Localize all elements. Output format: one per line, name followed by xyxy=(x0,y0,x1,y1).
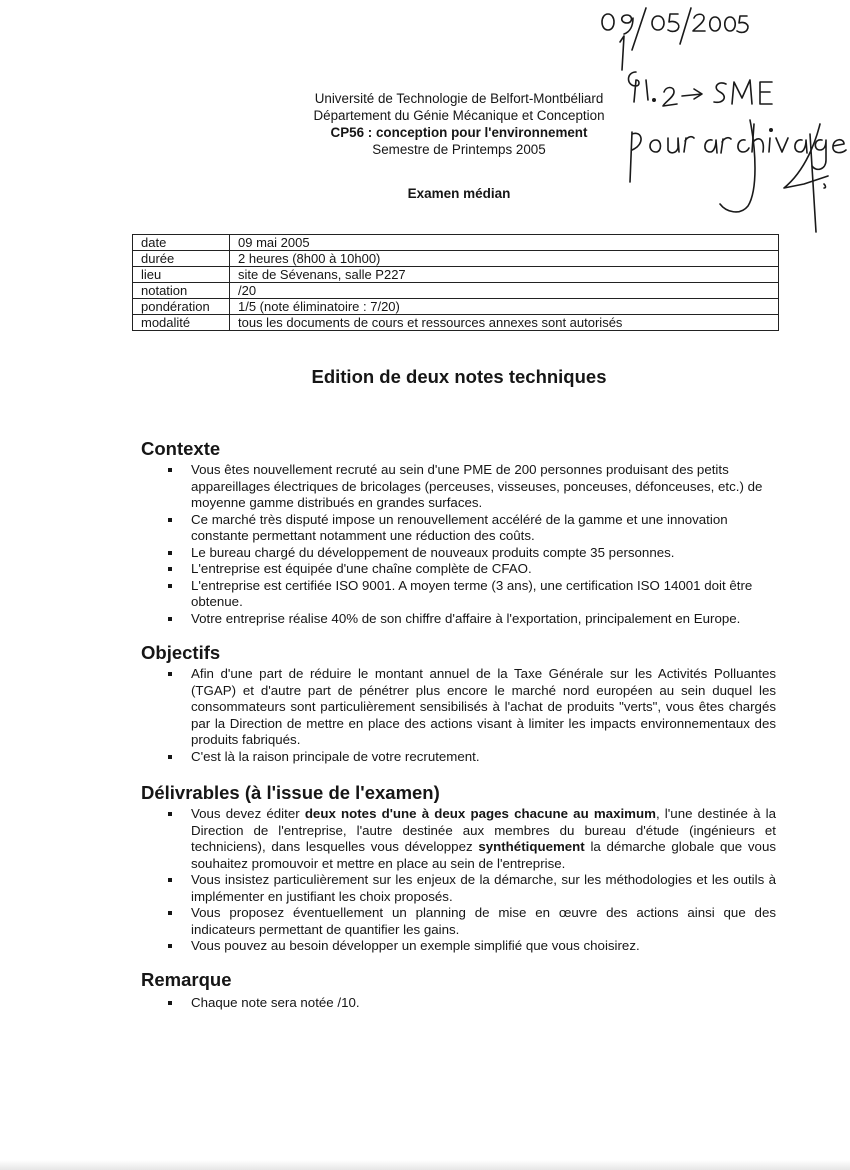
remarque-list xyxy=(160,995,776,1012)
table-row xyxy=(133,299,779,315)
bold-text: deux notes d'une à deux pages chacune au maximum xyxy=(304,806,656,821)
list-item: L'entreprise est équipée d'une chaîne complète de CFAO. xyxy=(160,561,776,578)
table-value: tous les documents de cours et ressources annexes sont autorisés xyxy=(230,315,779,331)
exam-title: Examen médian xyxy=(407,186,511,201)
table-key: notation xyxy=(133,283,230,299)
text-span: , l'une destinée à la Direction de l'entreprise, l'autre destinée aux membres du bureau d'étude (ingénieurs et techniciens), dans lesquelles vous développez xyxy=(191,806,776,854)
list-item: L'entreprise est certifiée ISO 9001. A moyen terme (3 ans), une certification ISO 14001 doit être obtenue. xyxy=(160,578,776,611)
list-item: C'est là la raison principale de votre recrutement. xyxy=(160,749,776,766)
list-item: Ce marché très disputé impose un renouvellement accéléré de la gamme et une innovation constante permettant notamment une réduction des coûts. xyxy=(160,512,776,545)
university-header xyxy=(300,90,618,158)
bold-text: synthétiquement xyxy=(478,839,585,854)
table-value: site de Sévenans, salle P227 xyxy=(230,267,779,283)
handwriting-drawing xyxy=(580,0,850,240)
table-value: 09 mai 2005 xyxy=(230,235,779,251)
semester: Semestre de Printemps 2005 xyxy=(372,142,546,157)
exam-info-table xyxy=(132,234,779,331)
section-title-delivrables: Délivrables (à l'issue de l'examen) xyxy=(141,782,440,803)
table-row xyxy=(133,251,779,267)
objectifs-list xyxy=(160,666,776,765)
scan-edge xyxy=(0,1160,850,1170)
handwritten-annotation xyxy=(580,0,850,240)
list-item: Afin d'une part de réduire le montant annuel de la Taxe Générale sur les Activités Polluantes (TGAP) et d'autre part de pénétrer plus encore le marché nord européen au sein duquel les consommateurs sont particulièrement sensibilisés à l'achat de produits "verts", vous êtes chargés par la Direction de mettre en place des actions visant à limiter les impacts environnementaux des produits fabriqués. xyxy=(160,666,776,749)
delivrables-list xyxy=(160,806,776,955)
section-title-remarque: Remarque xyxy=(141,969,232,990)
table-value: 1/5 (note éliminatoire : 7/20) xyxy=(230,299,779,315)
table-value: 2 heures (8h00 à 10h00) xyxy=(230,251,779,267)
table-row xyxy=(133,283,779,299)
university-name: Université de Technologie de Belfort-Montbéliard xyxy=(314,91,604,106)
list-item: Vous proposez éventuellement un planning de mise en œuvre des actions ainsi que des indicateurs permettant de quantifier les gains. xyxy=(160,905,776,938)
table-key: modalité xyxy=(133,315,230,331)
table-value: /20 xyxy=(230,283,779,299)
list-item: Vous pouvez au besoin développer un exemple simplifié que vous choisirez. xyxy=(160,938,776,955)
department-name: Département du Génie Mécanique et Conception xyxy=(313,108,605,123)
table-row xyxy=(133,267,779,283)
contexte-list xyxy=(160,462,776,627)
list-item xyxy=(160,806,776,872)
table-key: durée xyxy=(133,251,230,267)
course-title: CP56 : conception pour l'environnement xyxy=(330,125,588,140)
table-key: pondération xyxy=(133,299,230,315)
list-item: Vous insistez particulièrement sur les enjeux de la démarche, sur les méthodologies et les outils à implémenter en justifiant les choix proposés. xyxy=(160,872,776,905)
table-row xyxy=(133,315,779,331)
list-item: Chaque note sera notée /10. xyxy=(160,995,776,1012)
text-span: Vous devez éditer xyxy=(191,806,305,821)
document-title: Edition de deux notes techniques xyxy=(311,366,607,387)
section-title-objectifs: Objectifs xyxy=(141,642,221,663)
table-key: lieu xyxy=(133,267,230,283)
list-item: Votre entreprise réalise 40% de son chiffre d'affaire à l'exportation, principalement en Europe. xyxy=(160,611,776,628)
text-span: la démarche globale que vous souhaitez promouvoir et mettre en place au sein de l'entreprise. xyxy=(191,839,776,871)
list-item: Le bureau chargé du développement de nouveaux produits compte 35 personnes. xyxy=(160,545,776,562)
table-key: date xyxy=(133,235,230,251)
list-item: Vous êtes nouvellement recruté au sein d'une PME de 200 personnes produisant des petits appareillages électriques de bricolages (perceuses, visseuses, ponceuses, défonceuses, etc.) de moyenne gamme distribués en grandes surfaces. xyxy=(160,462,776,512)
section-title-contexte: Contexte xyxy=(141,438,221,459)
